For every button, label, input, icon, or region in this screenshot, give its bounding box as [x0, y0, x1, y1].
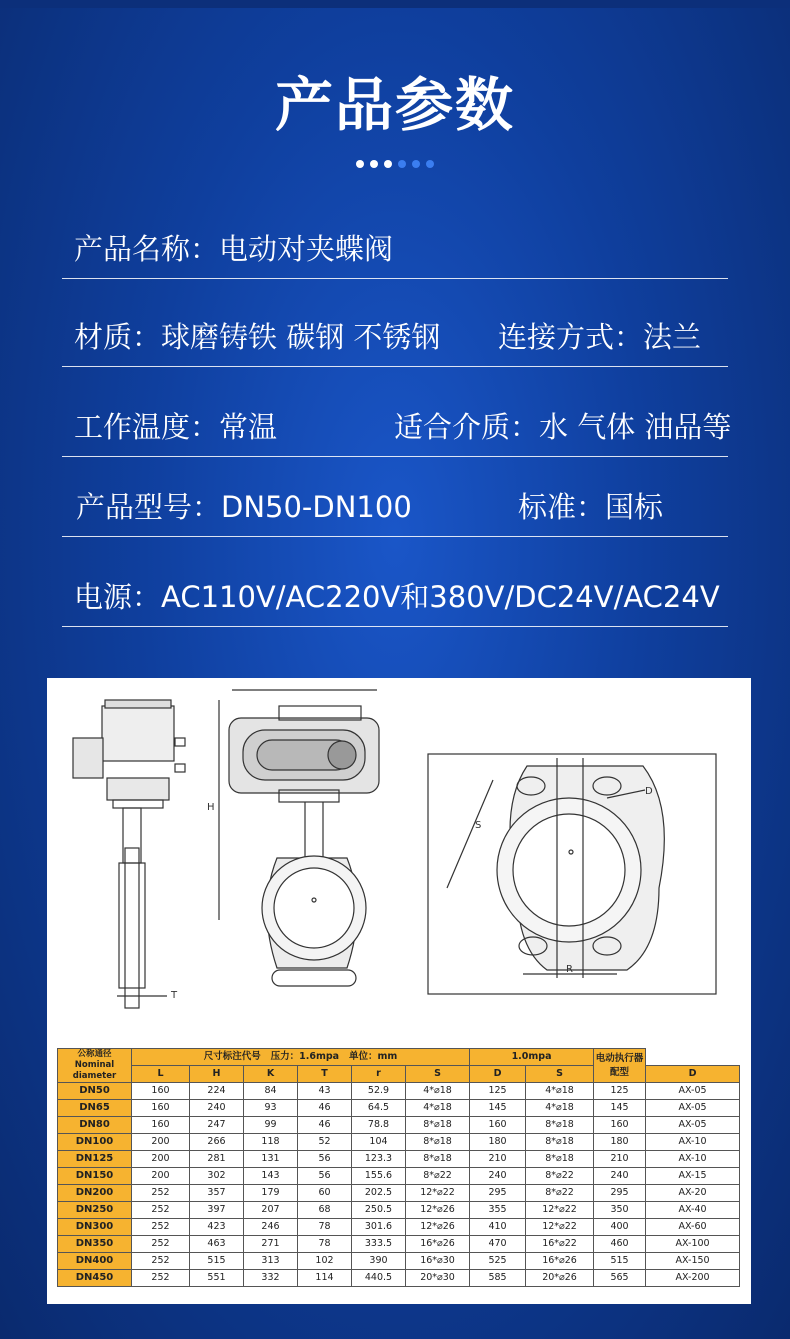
- col-header-k-2: K: [244, 1066, 298, 1083]
- table-cell: 102: [298, 1253, 352, 1270]
- table-cell: 131: [244, 1151, 298, 1168]
- table-cell: AX-20: [646, 1185, 740, 1202]
- table-cell: 247: [190, 1117, 244, 1134]
- table-cell: 46: [298, 1100, 352, 1117]
- table-cell: 281: [190, 1151, 244, 1168]
- param-row-temperature: [62, 398, 732, 457]
- connection: 连接方式：法兰: [498, 320, 702, 354]
- table-cell: 56: [298, 1151, 352, 1168]
- table-cell: AX-05: [646, 1117, 740, 1134]
- table-cell: 155.6: [352, 1168, 406, 1185]
- top-strip: [0, 0, 790, 8]
- table-cell-dn: DN450: [58, 1270, 132, 1287]
- table-row: [58, 1236, 740, 1253]
- table-cell: 114: [298, 1270, 352, 1287]
- label-r: R: [566, 964, 573, 975]
- table-cell: AX-10: [646, 1134, 740, 1151]
- table-cell-dn: DN50: [58, 1083, 132, 1100]
- col-header-t-3: T: [298, 1066, 352, 1083]
- table-cell: AX-15: [646, 1168, 740, 1185]
- table-cell: 224: [190, 1083, 244, 1100]
- table-cell: 585: [470, 1270, 526, 1287]
- col-header-r-4: r: [352, 1066, 406, 1083]
- table-cell: 250.5: [352, 1202, 406, 1219]
- table-cell: 145: [594, 1100, 646, 1117]
- table-cell: 200: [132, 1168, 190, 1185]
- header-dim: 尺寸标注代号 压力：1.6mpa 单位：mm: [132, 1049, 470, 1066]
- table-cell: 271: [244, 1236, 298, 1253]
- table-cell-dn: DN100: [58, 1134, 132, 1151]
- table-cell: 252: [132, 1270, 190, 1287]
- dot-6: [426, 160, 434, 168]
- table-row: [58, 1117, 740, 1134]
- table-cell: 180: [470, 1134, 526, 1151]
- table-row: [58, 1083, 740, 1100]
- table-cell: 295: [594, 1185, 646, 1202]
- table-cell-dn: DN125: [58, 1151, 132, 1168]
- table-cell: 266: [190, 1134, 244, 1151]
- table-cell: 12*⌀26: [406, 1202, 470, 1219]
- material: 材质：球磨铸铁 碳钢 不锈钢: [74, 320, 441, 354]
- table-cell: 240: [594, 1168, 646, 1185]
- table-cell: 160: [470, 1117, 526, 1134]
- table-cell: 8*⌀18: [526, 1117, 594, 1134]
- table-cell: 8*⌀22: [406, 1168, 470, 1185]
- table-cell: 8*⌀22: [526, 1185, 594, 1202]
- table-cell: AX-100: [646, 1236, 740, 1253]
- dimension-table: [57, 1048, 740, 1287]
- table-cell: 56: [298, 1168, 352, 1185]
- table-cell-dn: DN350: [58, 1236, 132, 1253]
- model: 产品型号：DN50-DN100: [76, 490, 412, 524]
- table-cell: 125: [470, 1083, 526, 1100]
- table-cell-dn: DN65: [58, 1100, 132, 1117]
- table-cell: 12*⌀22: [526, 1202, 594, 1219]
- col-header-d-6: D: [470, 1066, 526, 1083]
- table-cell: 179: [244, 1185, 298, 1202]
- header-nominal: 公称通径 Nominal diameter: [58, 1049, 132, 1083]
- table-cell: 240: [470, 1168, 526, 1185]
- table-cell: AX-60: [646, 1219, 740, 1236]
- table-row: [58, 1219, 740, 1236]
- table-cell: 8*⌀18: [526, 1151, 594, 1168]
- table-cell: 252: [132, 1185, 190, 1202]
- table-cell: 4*⌀18: [406, 1100, 470, 1117]
- header-actuator: 电动执行器配型: [594, 1049, 646, 1083]
- table-cell: 8*⌀18: [406, 1151, 470, 1168]
- table-cell: 246: [244, 1219, 298, 1236]
- table-cell: 12*⌀26: [406, 1219, 470, 1236]
- table-cell: 78: [298, 1236, 352, 1253]
- table-cell: 64.5: [352, 1100, 406, 1117]
- table-cell: 160: [132, 1100, 190, 1117]
- table-cell-dn: DN300: [58, 1219, 132, 1236]
- table-cell: 400: [594, 1219, 646, 1236]
- param-row-power: [62, 568, 728, 627]
- table-cell: 52.9: [352, 1083, 406, 1100]
- table-cell: 99: [244, 1117, 298, 1134]
- medium: 适合介质：水 气体 油品等: [394, 410, 732, 444]
- table-cell: 125: [594, 1083, 646, 1100]
- table-row: [58, 1253, 740, 1270]
- table-cell: 118: [244, 1134, 298, 1151]
- table-cell: 160: [594, 1117, 646, 1134]
- table-cell: 332: [244, 1270, 298, 1287]
- dot-5: [412, 160, 420, 168]
- standard: 标准：国标: [518, 490, 664, 524]
- table-cell: 145: [470, 1100, 526, 1117]
- table-cell: 210: [470, 1151, 526, 1168]
- table-cell: 357: [190, 1185, 244, 1202]
- table-cell: 313: [244, 1253, 298, 1270]
- table-cell: 78: [298, 1219, 352, 1236]
- side-actuator-body: [102, 706, 174, 761]
- table-cell: 390: [352, 1253, 406, 1270]
- table-row: [58, 1100, 740, 1117]
- label-d: D: [645, 786, 653, 797]
- table-cell: 551: [190, 1270, 244, 1287]
- table-cell: 333.5: [352, 1236, 406, 1253]
- table-cell: 252: [132, 1253, 190, 1270]
- table-row: [58, 1134, 740, 1151]
- table-cell: 200: [132, 1151, 190, 1168]
- table-cell: 20*⌀26: [526, 1270, 594, 1287]
- table-cell: 240: [190, 1100, 244, 1117]
- table-row: [58, 1168, 740, 1185]
- label-s: S: [475, 820, 482, 831]
- working-temperature: 工作温度：常温: [74, 410, 278, 444]
- table-cell: 8*⌀18: [406, 1134, 470, 1151]
- table-cell: 84: [244, 1083, 298, 1100]
- table-cell: 210: [594, 1151, 646, 1168]
- decorative-dots: [0, 160, 790, 168]
- table-row: [58, 1185, 740, 1202]
- table-cell: 440.5: [352, 1270, 406, 1287]
- table-cell: 93: [244, 1100, 298, 1117]
- table-cell: 295: [470, 1185, 526, 1202]
- dot-1: [356, 160, 364, 168]
- param-row-material: [62, 308, 728, 367]
- table-cell: 16*⌀26: [526, 1253, 594, 1270]
- table-cell: 4*⌀18: [526, 1083, 594, 1100]
- table-cell: 8*⌀22: [526, 1168, 594, 1185]
- table-row: [58, 1270, 740, 1287]
- table-cell: 252: [132, 1219, 190, 1236]
- table-cell-dn: DN200: [58, 1185, 132, 1202]
- table-cell: 143: [244, 1168, 298, 1185]
- table-cell: 515: [594, 1253, 646, 1270]
- table-cell: AX-10: [646, 1151, 740, 1168]
- power-supply: 电源：AC110V/AC220V和380V/DC24V/AC24V: [74, 580, 720, 614]
- table-cell-dn: DN150: [58, 1168, 132, 1185]
- table-cell-dn: DN400: [58, 1253, 132, 1270]
- table-cell: 460: [594, 1236, 646, 1253]
- table-cell: 200: [132, 1134, 190, 1151]
- table-cell: 180: [594, 1134, 646, 1151]
- table-cell: 160: [132, 1117, 190, 1134]
- spec-panel: [47, 678, 751, 1304]
- dot-4: [398, 160, 406, 168]
- table-cell: 52: [298, 1134, 352, 1151]
- table-cell: 16*⌀26: [406, 1236, 470, 1253]
- table-cell: 252: [132, 1236, 190, 1253]
- table-cell: 4*⌀18: [526, 1100, 594, 1117]
- label-h: H: [207, 802, 215, 813]
- table-cell: 202.5: [352, 1185, 406, 1202]
- table-cell: 463: [190, 1236, 244, 1253]
- col-header-d-8: D: [646, 1066, 740, 1083]
- table-cell: 410: [470, 1219, 526, 1236]
- table-cell: 397: [190, 1202, 244, 1219]
- table-cell: 207: [244, 1202, 298, 1219]
- table-cell: AX-200: [646, 1270, 740, 1287]
- dot-2: [370, 160, 378, 168]
- table-cell: 252: [132, 1202, 190, 1219]
- label-t: T: [171, 990, 178, 1001]
- table-cell: 565: [594, 1270, 646, 1287]
- table-cell: 12*⌀22: [526, 1219, 594, 1236]
- table-cell: 355: [470, 1202, 526, 1219]
- table-cell: AX-150: [646, 1253, 740, 1270]
- table-cell-dn: DN80: [58, 1117, 132, 1134]
- table-cell: 16*⌀30: [406, 1253, 470, 1270]
- table-cell: 8*⌀18: [406, 1117, 470, 1134]
- table-row: [58, 1151, 740, 1168]
- table-cell: 60: [298, 1185, 352, 1202]
- table-cell: 104: [352, 1134, 406, 1151]
- param-row-name: [62, 218, 728, 279]
- table-cell: 302: [190, 1168, 244, 1185]
- table-cell: 46: [298, 1117, 352, 1134]
- table-cell: 68: [298, 1202, 352, 1219]
- table-cell: 123.3: [352, 1151, 406, 1168]
- table-cell: 470: [470, 1236, 526, 1253]
- table-cell: 12*⌀22: [406, 1185, 470, 1202]
- col-header-s-5: S: [406, 1066, 470, 1083]
- table-cell: 160: [132, 1083, 190, 1100]
- table-cell: AX-40: [646, 1202, 740, 1219]
- table-cell: 78.8: [352, 1117, 406, 1134]
- table-cell: 16*⌀22: [526, 1236, 594, 1253]
- table-cell: 423: [190, 1219, 244, 1236]
- valve-technical-drawing: [47, 678, 751, 1043]
- table-cell-dn: DN250: [58, 1202, 132, 1219]
- col-header-l-0: L: [132, 1066, 190, 1083]
- col-header-h-1: H: [190, 1066, 244, 1083]
- dot-3: [384, 160, 392, 168]
- table-row: [58, 1202, 740, 1219]
- table-cell: AX-05: [646, 1100, 740, 1117]
- table-cell: 301.6: [352, 1219, 406, 1236]
- table-cell: 525: [470, 1253, 526, 1270]
- table-cell: 43: [298, 1083, 352, 1100]
- table-cell: AX-05: [646, 1083, 740, 1100]
- header-pressure2: 1.0mpa: [470, 1049, 594, 1066]
- table-cell: 350: [594, 1202, 646, 1219]
- param-row-model: [62, 478, 728, 537]
- table-cell: 8*⌀18: [526, 1134, 594, 1151]
- table-cell: 515: [190, 1253, 244, 1270]
- col-header-s-7: S: [526, 1066, 594, 1083]
- table-cell: 20*⌀30: [406, 1270, 470, 1287]
- table-cell: 4*⌀18: [406, 1083, 470, 1100]
- page-title: 产品参数: [274, 71, 515, 139]
- product-name: 产品名称：电动对夹蝶阀: [74, 232, 394, 266]
